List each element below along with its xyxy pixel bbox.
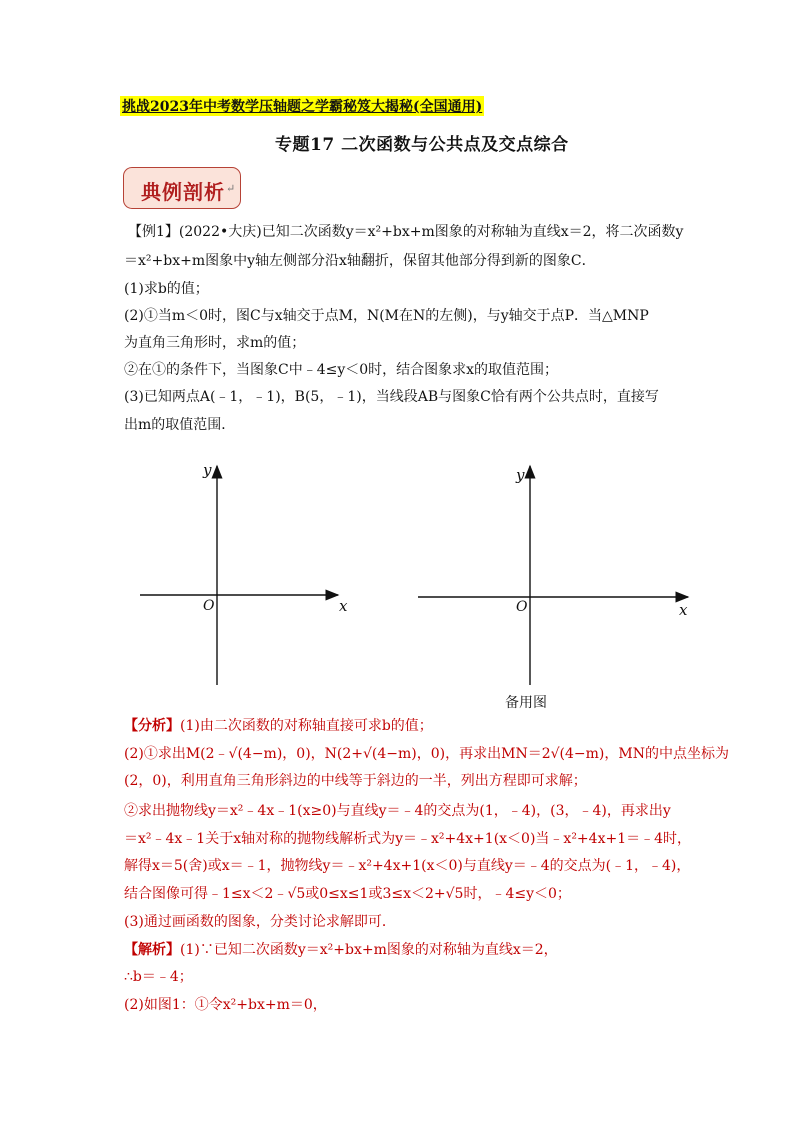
- problem-line: 【例1】(2022•大庆)已知二次函数y＝x²+bx+m图象的对称轴为直线x＝2，将二次函数y: [128, 224, 684, 240]
- right-y-label: y: [516, 466, 525, 484]
- solution-line: (2)如图1：①令x²+bx+m＝0，: [124, 997, 327, 1013]
- analysis-line: ＝x²﹣4x﹣1关于x轴对称的抛物线解析式为y＝﹣x²+4x+1(x＜0)当﹣x²+4x+1＝﹣4时，: [124, 831, 692, 847]
- problem-line: (3)已知两点A(﹣1，﹣1)，B(5，﹣1)，当线段AB与图象C恰有两个公共点时，直接写: [124, 389, 659, 405]
- left-axes: [140, 466, 338, 685]
- solution-label: 【解析】: [124, 942, 180, 958]
- analysis-line: 解得x＝5(舍)或x＝﹣1，抛物线y＝﹣x²+4x+1(x＜0)与直线y＝﹣4的交点为(﹣1，﹣4)，: [124, 858, 691, 874]
- analysis-line: (3)通过画函数的图象，分类讨论求解即可．: [124, 914, 396, 930]
- left-origin-label: O: [203, 598, 215, 614]
- problem-line: ②在①的条件下，当图象C中﹣4≤y＜0时，结合图象求x的取值范围；: [124, 362, 559, 378]
- solution-line: [124, 942, 558, 958]
- right-origin-label: O: [516, 599, 528, 615]
- solution-text: (1)∵已知二次函数y＝x²+bx+m图象的对称轴为直线x＝2，: [180, 942, 558, 958]
- right-x-label: x: [679, 601, 688, 619]
- analysis-text: (1)由二次函数的对称轴直接可求b的值；: [180, 718, 433, 734]
- left-x-label: x: [339, 597, 348, 615]
- analysis-line: (2)①求出M(2﹣√(4−m)，0)，N(2+√(4−m)，0)，再求出MN＝2√(4−m)，MN的中点坐标为: [124, 746, 729, 762]
- series-title: 挑战2023年中考数学压轴题之学霸秘笈大揭秘(全国通用): [120, 96, 484, 116]
- return-mark-icon: ↵: [226, 182, 236, 195]
- problem-line: (1)求b的值；: [124, 281, 209, 297]
- problem-line: 为直角三角形时，求m的值；: [124, 335, 306, 351]
- analysis-label: 【分析】: [124, 718, 180, 734]
- spare-figure-caption: 备用图: [505, 695, 547, 711]
- analysis-line: 结合图像可得﹣1≤x＜2﹣√5或0≤x≤1或3≤x＜2+√5时，﹣4≤y＜0；: [124, 886, 571, 902]
- left-y-label: y: [203, 461, 212, 479]
- analysis-line: (2，0)，利用直角三角形斜边的中线等于斜边的一半，列出方程即可求解；: [124, 773, 587, 789]
- problem-line: 出m的取值范围．: [124, 417, 236, 433]
- analysis-line: [124, 718, 433, 734]
- right-axes: [418, 466, 688, 685]
- badge-label: 典例剖析: [141, 180, 225, 204]
- problem-line: (2)①当m＜0时，图C与x轴交于点M，N(M在N的左侧)，与y轴交于点P．当△MNP: [124, 308, 649, 324]
- problem-line: ＝x²+bx+m图象中y轴左侧部分沿x轴翻折，保留其他部分得到新的图象C．: [124, 253, 596, 269]
- analysis-line: ②求出抛物线y＝x²﹣4x﹣1(x≥0)与直线y＝﹣4的交点为(1，﹣4)，(3，﹣4)，再求出y: [124, 803, 671, 819]
- page-title: 专题17 二次函数与公共点及交点综合: [275, 135, 569, 155]
- solution-line: ∴b＝﹣4；: [124, 969, 193, 985]
